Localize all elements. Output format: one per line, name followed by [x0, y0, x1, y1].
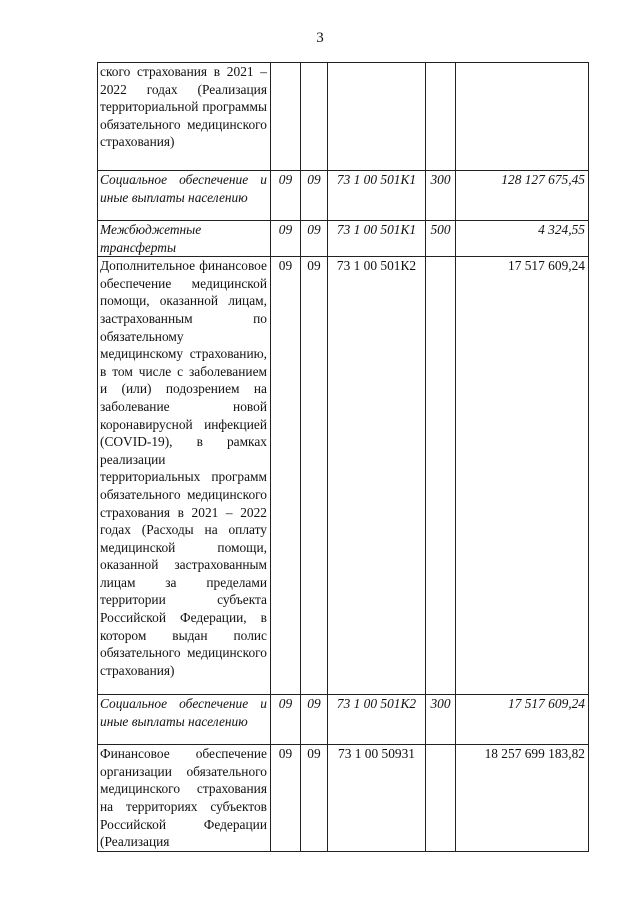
amount-cell: 17 517 609,24 [456, 257, 589, 695]
table-row [98, 695, 589, 745]
table-row [98, 221, 589, 257]
target-article-code-cell: 73 1 00 501К2 [328, 257, 426, 695]
target-article-code-cell: 73 1 00 501К1 [328, 221, 426, 257]
item-name-cell: Дополнительное финансовое обеспечение медицинской помощи, оказанной лицам, застрахованным по обязательному медицинскому страхованию, в том числе с заболеванием и (или) подозрением на заболевание новой коронавирусной инфекцией (COVID-19), в рамках реализации территориальных программ обязательного медицинского страхования в 2021 – 2022 годах (Расходы на оплату медицинской помощи, оказанной застрахованным лицам за пределами территории субъекта Российской Федерации, в котором выдан полис обязательного медицинского страхования) [98, 257, 271, 695]
section-code-cell: 09 [271, 745, 301, 852]
target-article-code-cell: 73 1 00 50931 [328, 745, 426, 852]
section-code-cell: 09 [271, 695, 301, 745]
section-code-cell: 09 [271, 171, 301, 221]
table-row [98, 171, 589, 221]
section-code-cell: 09 [271, 221, 301, 257]
expense-type-code-cell [426, 63, 456, 171]
expense-type-code-cell: 300 [426, 695, 456, 745]
item-name-cell: Финансовое обеспечение организации обязательного медицинского страхования на территориях субъектов Российской Федерации (Реализация [98, 745, 271, 852]
table-row [98, 745, 589, 852]
expense-type-code-cell [426, 257, 456, 695]
item-name-cell: Межбюджетные трансферты [98, 221, 271, 257]
subsection-code-cell: 09 [301, 257, 328, 695]
section-code-cell [271, 63, 301, 171]
table-row [98, 63, 589, 171]
amount-cell [456, 63, 589, 171]
budget-table [97, 62, 589, 852]
target-article-code-cell: 73 1 00 501К1 [328, 171, 426, 221]
amount-cell: 17 517 609,24 [456, 695, 589, 745]
expense-type-code-cell [426, 745, 456, 852]
item-name-cell: ского страхования в 2021 – 2022 годах (Реализация территориальной программы обязательного медицинского страхования) [98, 63, 271, 171]
subsection-code-cell: 09 [301, 221, 328, 257]
amount-cell: 18 257 699 183,82 [456, 745, 589, 852]
target-article-code-cell [328, 63, 426, 171]
item-name-cell: Социальное обеспечение и иные выплаты населению [98, 695, 271, 745]
target-article-code-cell: 73 1 00 501К2 [328, 695, 426, 745]
table-row [98, 257, 589, 695]
amount-cell: 4 324,55 [456, 221, 589, 257]
amount-cell: 128 127 675,45 [456, 171, 589, 221]
expense-type-code-cell: 300 [426, 171, 456, 221]
page-number: 3 [316, 30, 324, 46]
item-name-cell: Социальное обеспечение и иные выплаты населению [98, 171, 271, 221]
expense-type-code-cell: 500 [426, 221, 456, 257]
subsection-code-cell [301, 63, 328, 171]
subsection-code-cell: 09 [301, 695, 328, 745]
subsection-code-cell: 09 [301, 171, 328, 221]
subsection-code-cell: 09 [301, 745, 328, 852]
section-code-cell: 09 [271, 257, 301, 695]
